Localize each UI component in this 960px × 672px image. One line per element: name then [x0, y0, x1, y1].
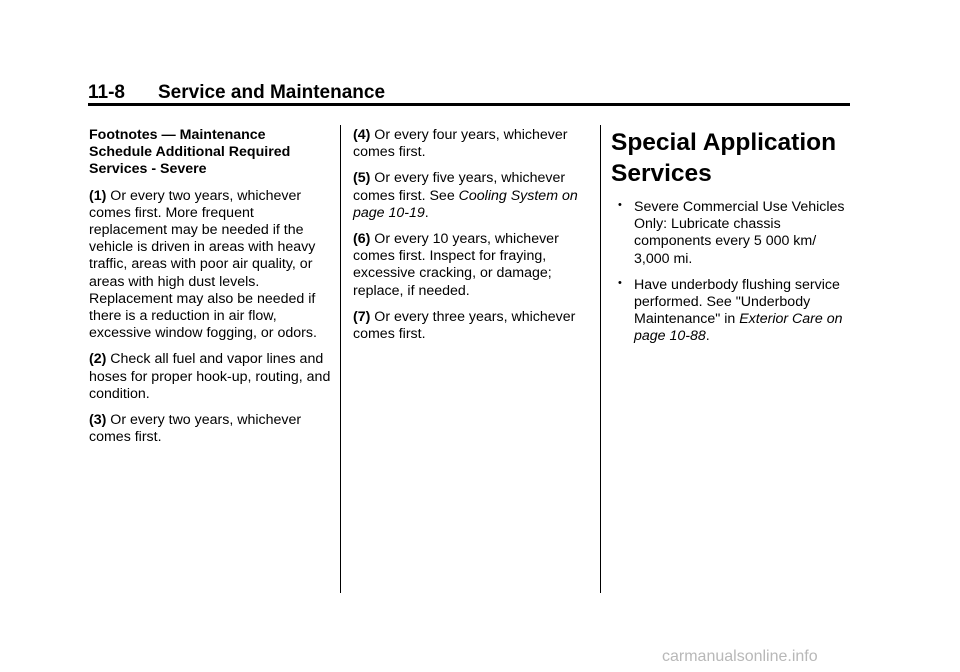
- column-divider-2: [600, 125, 601, 593]
- list-item: [612, 199, 852, 268]
- footnote-marker: (7): [353, 308, 371, 325]
- footnote-text: Or every two years, whichever comes first.: [89, 412, 302, 446]
- footnote-marker: (3): [89, 412, 107, 429]
- footnote-1: [89, 188, 334, 343]
- footnote-text: Or every four years, whichever comes first.: [353, 127, 568, 161]
- footnote-text: Or every 10 years, whichever comes first. Inspect for fraying, excessive cracking, or damage; replace, if needed.: [353, 231, 559, 299]
- footnote-marker: (4): [353, 127, 371, 143]
- footnote-text: Or every three years, whichever comes first.: [353, 308, 576, 343]
- footnote-5: (5) Or every five years, whichever comes first. See Cooling System on page 10-19.: [353, 170, 578, 221]
- header-divider: [88, 103, 850, 106]
- footnotes-subheading: Footnotes — Maintenance Schedule Additional Required Services - Severe: [89, 127, 291, 178]
- footnote-marker: (5): [353, 170, 371, 187]
- list-item: • Have underbody flushing service performed. See "Underbody Maintenance" in Exterior Care on page 10-88.: [618, 276, 843, 345]
- section-heading: Special Application Services: [611, 129, 837, 187]
- bullet-list: [612, 199, 852, 346]
- column-1: [89, 127, 334, 455]
- cross-reference-link[interactable]: Cooling System on page 10-19: [353, 187, 578, 221]
- footnote-text: Or every two years, whichever comes first. More frequent replacement may be needed if the vehicle is driven in areas with heavy traffic, areas with poor air quality, or areas with high dust levels. Replacement may also be needed if there is a reduction in air flow, excessive window fogging, or odors.: [89, 187, 317, 342]
- footnote-3: [89, 412, 334, 446]
- footnote-text: Check all fuel and vapor lines and hoses for proper hook-up, routing, and condition.: [89, 351, 331, 402]
- footnote-6: [353, 231, 588, 300]
- watermark: carmanualsonline.info: [662, 648, 818, 665]
- column-2: [353, 127, 588, 352]
- footnote-marker: (1): [89, 187, 107, 204]
- section-title: Service and Maintenance: [158, 82, 386, 103]
- list-item-text: Have underbody flushing service performed. See "Underbody Maintenance" in: [634, 276, 840, 328]
- footnote-text: Or every five years, whichever comes first. See: [353, 170, 566, 204]
- footnote-4: [353, 127, 588, 161]
- list-item-text: Severe Commercial Use Vehicles Only: Lubricate chassis components every 5 000 km/ 3,000 mi.: [634, 199, 845, 267]
- cross-reference-link[interactable]: Exterior Care on page 10-88: [634, 311, 843, 345]
- column-divider-1: [340, 125, 341, 593]
- footnote-marker: (6): [353, 231, 371, 248]
- column-3: [612, 127, 852, 355]
- bullet-icon: •: [618, 276, 622, 289]
- footnote-marker: (2): [89, 351, 107, 368]
- page-number: 11-8: [88, 82, 125, 103]
- bullet-icon: •: [618, 199, 622, 211]
- footnote-7: [353, 309, 588, 343]
- footnote-2: [89, 351, 334, 403]
